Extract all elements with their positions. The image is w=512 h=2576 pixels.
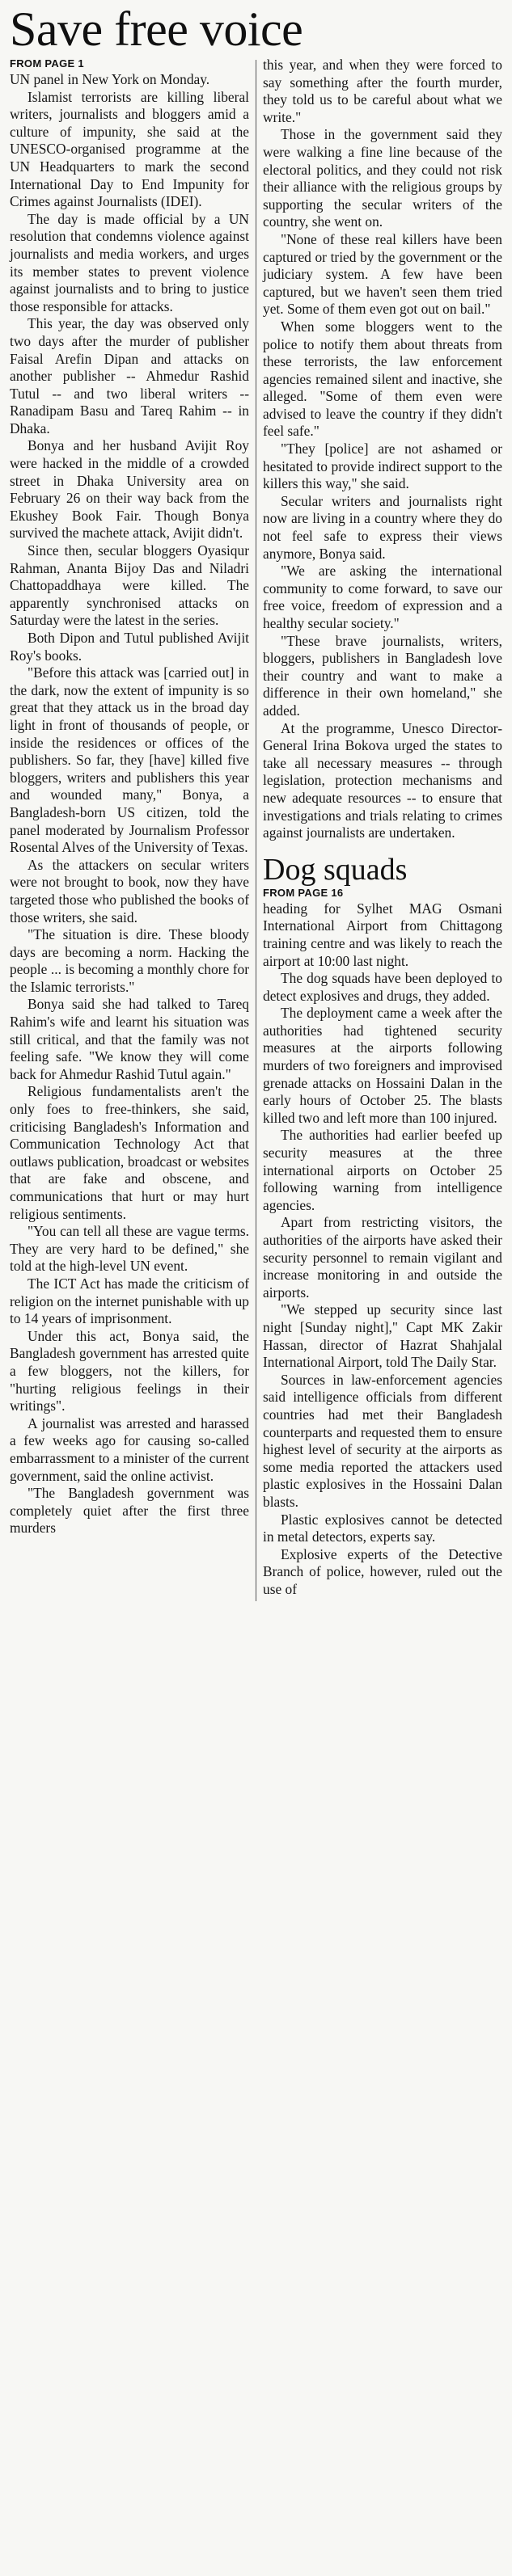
paragraph: Those in the government said they were walking a fine line because of the electoral politics, and they could not risk their alliance with the religious groups by supporting the secular writers of the country, she went on. xyxy=(263,126,502,230)
main-headline: Save free voice xyxy=(10,2,303,56)
paragraph: The deployment came a week after the authorities had tightened security measures at the airports following murders of two foreigners and improvised grenade attacks on Hossaini Dalan in the early hours of October 25. The blasts killed two and left more than 100 injured. xyxy=(263,1005,502,1126)
paragraph: The dog squads have been deployed to detect explosives and drugs, they added. xyxy=(263,970,502,1004)
paragraph: Islamist terrorists are killing liberal writers, journalists and bloggers amid a culture of impunity, she said at the UNESCO-organised programme at the UN Headquarters to mark the second International Day to End Impunity for Crimes against Journalists (IDEI). xyxy=(10,88,249,210)
paragraph: Apart from restricting visitors, the authorities of the airports have asked their security personnel to remain vigilant and increase monitoring in and outside the airports. xyxy=(263,1214,502,1301)
paragraph: UN panel in New York on Monday. xyxy=(10,71,210,87)
paragraph: At the programme, Unesco Director-General Irina Bokova urged the states to take all necessary measures -- through legislation, protection mechanisms and new adequate resources -- to ensure that investigations and trials relating to crimes against journalists are undertaken. xyxy=(263,719,502,841)
main-story-left-body xyxy=(10,71,249,1537)
paragraph: The day is made official by a UN resolution that condemns violence against journalists and media workers, and urges its member states to prevent violence against journalists and to bring to justice those responsible for attacks. xyxy=(10,210,249,314)
paragraph: "We stepped up security since last night [Sunday night]," Capt MK Zakir Hassan, director of Hazrat Shahjalal International Airport, told The Daily Star. xyxy=(263,1301,502,1371)
paragraph: When some bloggers went to the police to notify them about threats from these terrorists, the law enforcement agencies remained silent and inactive, she alleged. "Some of them even were advised to leave the country if they didn't feel safe." xyxy=(263,318,502,440)
second-story-body xyxy=(263,900,502,1599)
paragraph: Plastic explosives cannot be detected in metal detectors, experts say. xyxy=(263,1511,502,1545)
paragraph: this year, and when they were forced to say something after the fourth murder, they told us to be careful about what we write." xyxy=(263,57,502,125)
paragraph: "The situation is dire. These bloody days are becoming a norm. Hacking the people ... is becoming a monthly chore for the Islamic terrorists." xyxy=(10,926,249,995)
paragraph: Bonya and her husband Avijit Roy were hacked in the middle of a crowded street in Dhaka University area on February 26 on their way back from the Ekushey Book Fair. Though Bonya survived the machete attack, Avijit didn't. xyxy=(10,437,249,542)
left-column xyxy=(10,57,249,1601)
paragraph: As the attackers on secular writers were not brought to book, now they have targeted those who published the books of those writers, she said. xyxy=(10,856,249,925)
paragraph: The ICT Act has made the criticism of religion on the internet punishable with up to 14 years of imprisonment. xyxy=(10,1275,249,1327)
paragraph: The authorities had earlier beefed up security measures at the three international airports on October 25 following warning from intelligence agencies. xyxy=(263,1127,502,1213)
paragraph: Secular writers and journalists right now are living in a country where they do not feel safe to express their views anymore, Bonya said. xyxy=(263,492,502,562)
paragraph: "None of these real killers have been captured or tried by the government or the judiciary system. A few have been captured, but we haven't seen them tried yet. Some of them even got out on bail." xyxy=(263,230,502,318)
paragraph: heading for Sylhet MAG Osmani International Airport from Chittagong training centre and was likely to reach the airport at 10:00 last night. xyxy=(263,900,502,969)
jump-label-second: FROM PAGE 16 xyxy=(263,886,344,899)
paragraph: Religious fundamentalists aren't the only foes to free-thinkers, she said, criticising Bangladesh's Information and Communication Technology Act that outlaws publication, broadcast or websites that are fake and obscene, and communications that hurt or may hurt religious sentiments. xyxy=(10,1083,249,1222)
second-headline: Dog squads xyxy=(263,852,408,887)
paragraph: A journalist was arrested and harassed a few weeks ago for causing so-called embarrassment to a minister of the current government, said the online activist. xyxy=(10,1414,249,1484)
bottom-fade xyxy=(0,2553,512,2576)
paragraph: Explosive experts of the Detective Branch of police, however, ruled out the use of xyxy=(263,1545,502,1597)
main-story-right-body xyxy=(263,57,502,842)
paragraph: "The Bangladesh government was completely quiet after the first three murders xyxy=(10,1485,249,1537)
paragraph: "They [police] are not ashamed or hesitated to provide indirect support to the killers this way," she said. xyxy=(263,441,502,492)
paragraph: Sources in law-enforcement agencies said intelligence officials from different countries had met their Bangladesh counterparts and requested them to ensure highest level of security at the airports as some media reported the attackers used plastic explosives in the Hossaini Dalan blasts. xyxy=(263,1371,502,1510)
paragraph: Since then, secular bloggers Oyasiqur Rahman, Ananta Bijoy Das and Niladri Chattopaddhaya were killed. The apparently synchronised attacks on Saturday were the latest in the series. xyxy=(10,542,249,629)
paragraph: Both Dipon and Tutul published Avijit Roy's books. xyxy=(10,630,249,664)
right-column xyxy=(263,57,502,1601)
jump-label-main: FROM PAGE 1 xyxy=(10,57,84,70)
paragraph: "These brave journalists, writers, bloggers, publishers in Bangladesh love their country and want to make a difference in their own homeland," she added. xyxy=(263,632,502,719)
paragraph: "We are asking the international community to come forward, to save our free voice, freedom of expression and a healthy secular society." xyxy=(263,563,502,631)
paragraph: Under this act, Bonya said, the Bangladesh government has arrested quite a few bloggers, not the killers, for "hurting religious feelings in their writings". xyxy=(10,1327,249,1414)
paragraph: Bonya said she had talked to Tareq Rahim's wife and learnt his situation was still critical, and that the family was not feeling safe. "We know they will come back for Ahmedur Rashid Tutul again." xyxy=(10,996,249,1082)
paragraph: "Before this attack was [carried out] in the dark, now the extent of impunity is so great that they attack us in the broad day light in front of thousands of people, or inside the residences or offices of the publishers. So far, they [have] killed five bloggers, writers and publishers this year and wounded many," Bonya, a Bangladesh-born US citizen, told the panel moderated by Journalism Professor Rosental Alves of the University of Texas. xyxy=(10,664,249,856)
paragraph: This year, the day was observed only two days after the murder of publisher Faisal Arefin Dipan and attacks on another publisher -- Ahmedur Rashid Tutul -- and two liberal writers -- Ranadipam Basu and Tareq Rahim -- in Dhaka. xyxy=(10,315,249,436)
paragraph: "You can tell all these are vague terms. They are very hard to be defined," she told at the high-level UN event. xyxy=(10,1223,249,1275)
article-columns xyxy=(10,57,502,1601)
